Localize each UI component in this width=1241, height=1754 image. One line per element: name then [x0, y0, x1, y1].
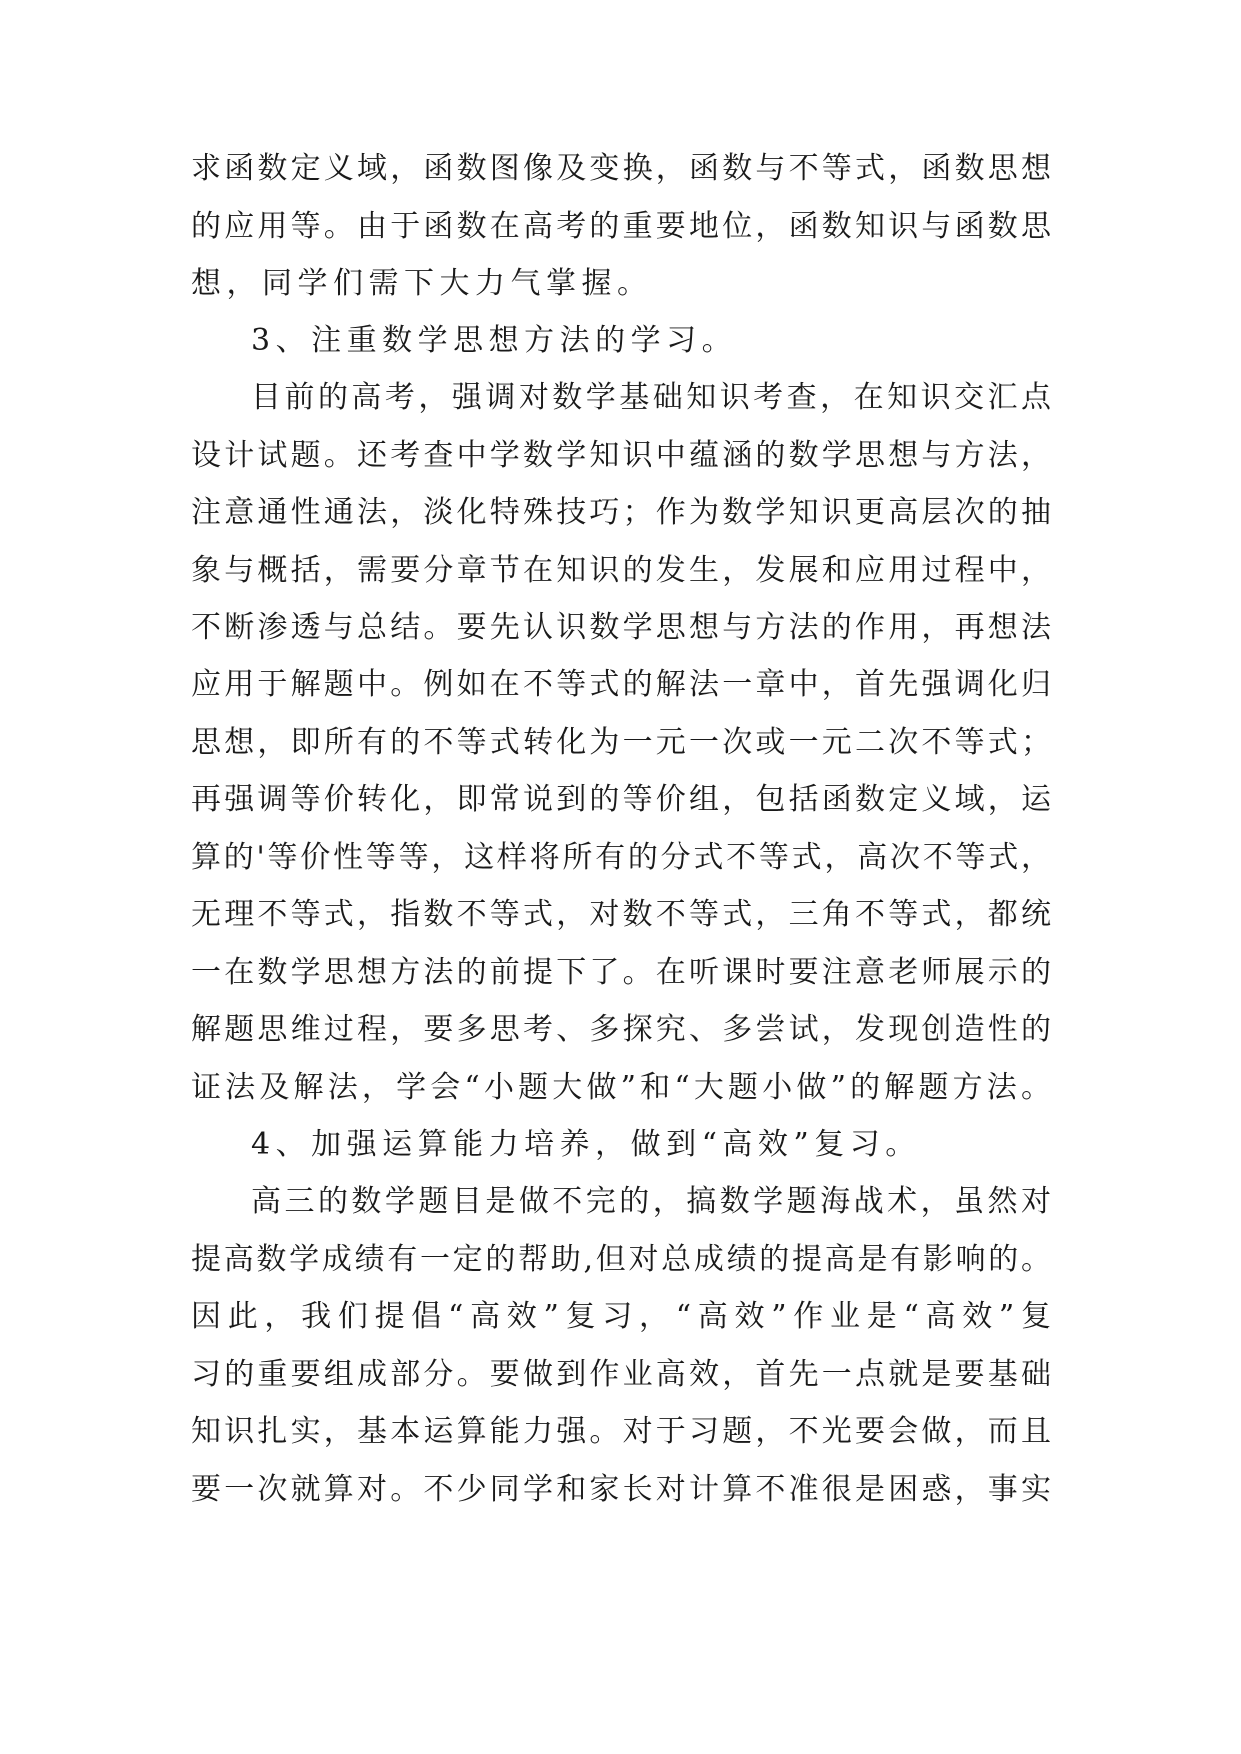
text-line: 目前的高考，强调对数学基础知识考查，在知识交汇点: [251, 380, 1051, 415]
text-line: 无理不等式，指数不等式，对数不等式，三角不等式，都统: [191, 897, 1051, 932]
section-heading: 4、加强运算能力培养，做到“高效”复习。: [251, 1127, 921, 1162]
section-heading: 3、注重数学思想方法的学习。: [251, 323, 738, 358]
text-line: 提高数学成绩有一定的帮助,但对总成绩的提高是有影响的。: [191, 1242, 1051, 1277]
text-line: 算的'等价性等等，这样将所有的分式不等式，高次不等式，: [191, 840, 1051, 875]
text-line: 一在数学思想方法的前提下了。在听课时要注意老师展示的: [191, 955, 1051, 990]
text-line: 想，同学们需下大力气掌握。: [191, 266, 653, 301]
text-line: 注意通性通法，淡化特殊技巧；作为数学知识更高层次的抽: [191, 495, 1051, 530]
text-line: 设计试题。还考查中学数学知识中蕴涵的数学思想与方法，: [191, 438, 1051, 473]
text-line: 高三的数学题目是做不完的，搞数学题海战术，虽然对: [251, 1184, 1051, 1219]
text-line: 知识扎实，基本运算能力强。对于习题，不光要会做，而且: [191, 1414, 1051, 1449]
text-line: 求函数定义域，函数图像及变换，函数与不等式，函数思想: [191, 151, 1051, 186]
text-line: 象与概括，需要分章节在知识的发生，发展和应用过程中，: [191, 553, 1051, 588]
text-line: 思想，即所有的不等式转化为一元一次或一元二次不等式；: [191, 725, 1051, 760]
text-line: 证法及解法，学会“小题大做”和“大题小做”的解题方法。: [191, 1070, 1051, 1105]
text-line: 要一次就算对。不少同学和家长对计算不准很是困惑，事实: [191, 1472, 1051, 1507]
text-line: 应用于解题中。例如在不等式的解法一章中，首先强调化归: [191, 667, 1051, 702]
text-line: 解题思维过程，要多思考、多探究、多尝试，发现创造性的: [191, 1012, 1051, 1047]
text-line: 习的重要组成部分。要做到作业高效，首先一点就是要基础: [191, 1357, 1051, 1392]
text-line: 再强调等价转化，即常说到的等价组，包括函数定义域，运: [191, 782, 1051, 817]
text-line: 不断渗透与总结。要先认识数学思想与方法的作用，再想法: [191, 610, 1051, 645]
text-line: 因此，我们提倡“高效”复习，“高效”作业是“高效”复: [191, 1299, 1051, 1334]
text-line: 的应用等。由于函数在高考的重要地位，函数知识与函数思: [191, 209, 1051, 244]
